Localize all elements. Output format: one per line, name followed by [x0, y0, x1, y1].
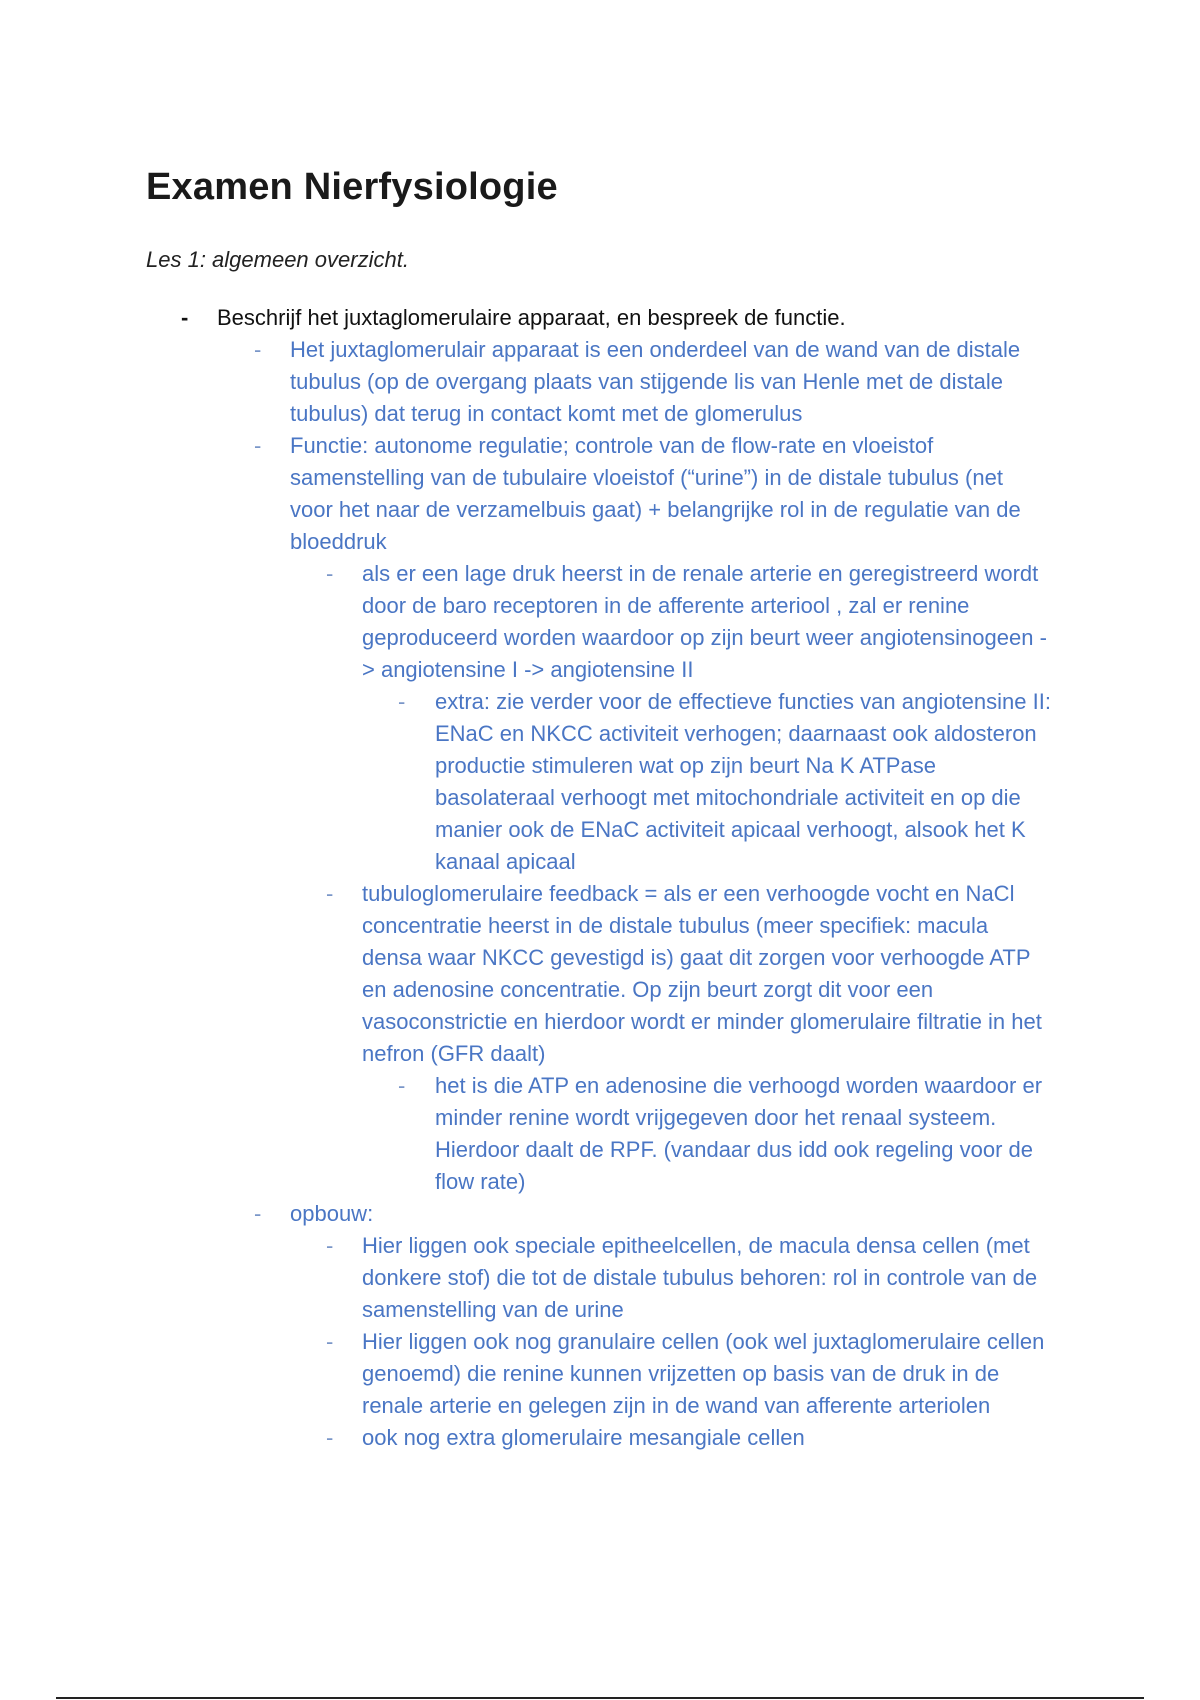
bullet-dash: - — [326, 881, 334, 906]
answer-text: Het juxtaglomerulair apparaat is een onderdeel van de wand van de distale tubulus (op de overgang plaats van stijgende lis van Henle met de distale tubulus) dat terug in contact komt met de glomerulus — [290, 337, 1021, 426]
list-item — [0, 1422, 1052, 1454]
bullet-dash: - — [181, 305, 189, 330]
question-list — [0, 302, 1200, 1454]
answer-text: ook nog extra glomerulaire mesangiale cellen — [362, 1425, 805, 1450]
answer-text: het is die ATP en adenosine die verhoogd worden waardoor er minder renine wordt vrijgegeven door het renaal systeem. Hierdoor daalt de RPF. (vandaar dus idd ook regeling voor de flow rate) — [435, 1073, 1043, 1194]
list-item — [0, 1198, 1050, 1230]
answer-text: tubuloglomerulaire feedback = als er een verhoogde vocht en NaCl concentratie heerst in de distale tubulus (meer specifiek: macula densa waar NKCC gevestigd is) gaat dit zorgen voor verhoogde ATP en adenosine concentratie. Op zijn beurt zorgt dit voor een vasoconstrictie en hierdoor wordt er minder glomerulaire filtratie in het nefron (GFR daalt) — [362, 881, 1042, 1066]
answer-text: opbouw: — [290, 1201, 374, 1226]
bullet-dash: - — [254, 433, 262, 458]
bullet-dash: - — [254, 337, 262, 362]
answer-text: Hier liggen ook nog granulaire cellen (ook wel juxtaglomerulaire cellen genoemd) die renine kunnen vrijzetten op basis van de druk in de renale arterie en gelegen zijn in de wand van afferente arteriolen — [362, 1329, 1045, 1418]
page-title: Examen Nierfysiologie — [146, 166, 558, 208]
answer-text: extra: zie verder voor de effectieve functies van angiotensine II: ENaC en NKCC activiteit verhogen; daarnaast ook aldosteron productie stimuleren wat op zijn beurt Na K ATPase basolateraal verhoogt met mitochondriale activiteit en op die manier ook de ENaC activiteit apicaal verhoogt, alsook het K kanaal apicaal — [435, 689, 1051, 874]
bullet-dash: - — [326, 561, 334, 586]
answer-text: als er een lage druk heerst in de renale arterie en geregistreerd wordt door de baro receptoren in de afferente arteriool , zal er renine geproduceerd worden waardoor op zijn beurt weer angiotensinogeen -> angiotensine I -> angiotensine II — [362, 561, 1047, 682]
list-item — [0, 1070, 1060, 1198]
list-item — [0, 302, 1097, 334]
lesson-subtitle: Les 1: algemeen overzicht. — [146, 247, 409, 272]
bullet-dash: - — [326, 1329, 334, 1354]
list-item — [0, 878, 1052, 1070]
list-item — [0, 334, 1050, 430]
list-item — [0, 1326, 1052, 1422]
list-item — [0, 430, 1050, 558]
question-text: Beschrijf het juxtaglomerulaire apparaat, en bespreek de functie. — [217, 305, 846, 330]
bullet-dash: - — [326, 1233, 334, 1258]
list-item — [0, 558, 1052, 686]
list-item — [0, 1230, 1052, 1326]
bullet-dash: - — [398, 689, 406, 714]
bullet-dash: - — [254, 1201, 262, 1226]
bullet-dash: - — [398, 1073, 406, 1098]
list-item — [0, 686, 1060, 878]
bullet-dash: - — [326, 1425, 334, 1450]
answer-text: Functie: autonome regulatie; controle van de flow-rate en vloeistof samenstelling van de tubulaire vloeistof (“urine”) in de distale tubulus (net voor het naar de verzamelbuis gaat) + belangrijke rol in de regulatie van de bloeddruk — [290, 433, 1021, 554]
answer-text: Hier liggen ook speciale epitheelcellen, de macula densa cellen (met donkere stof) die tot de distale tubulus behoren: rol in controle van de samenstelling van de urine — [362, 1233, 1038, 1322]
page-bottom-divider — [56, 1697, 1144, 1699]
